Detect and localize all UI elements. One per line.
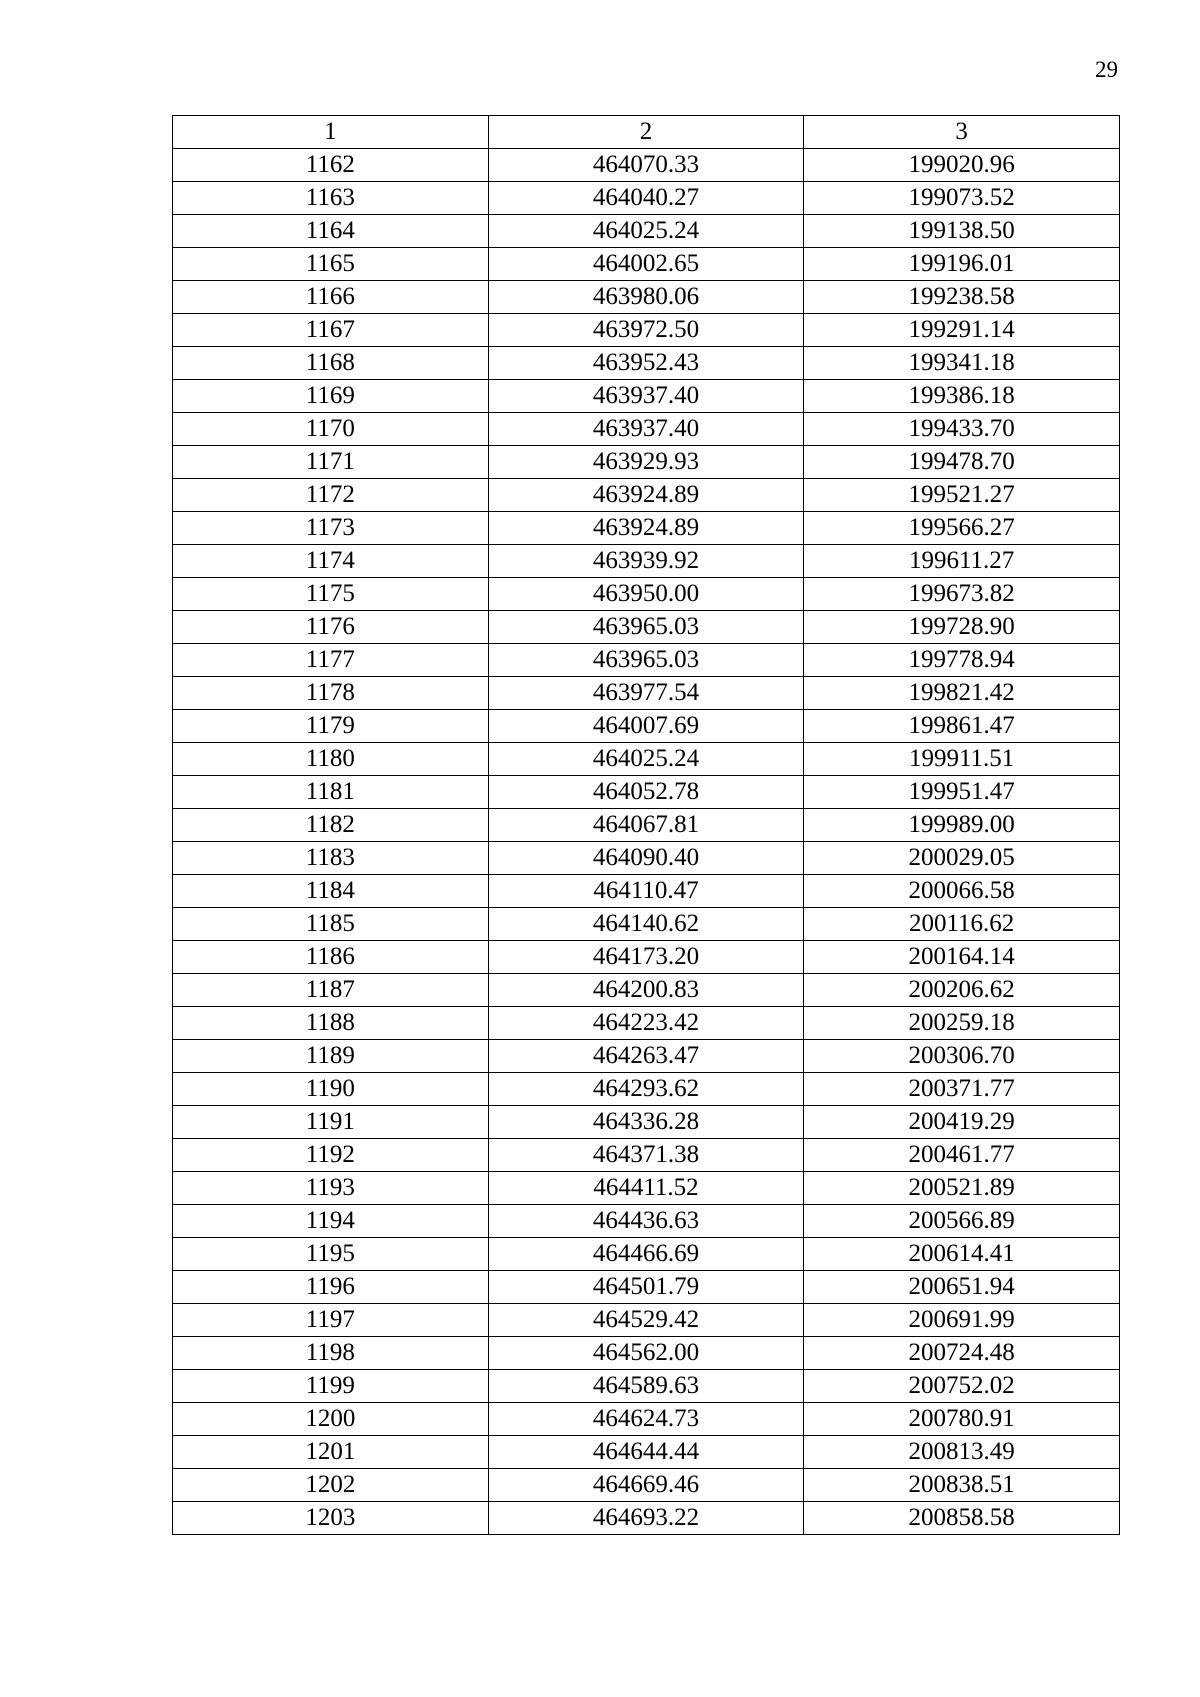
y-coordinate-cell: 199073.52 [804, 182, 1120, 215]
table-row [173, 908, 1120, 941]
point-number-cell: 1201 [173, 1436, 489, 1469]
x-coordinate-cell: 463939.92 [488, 545, 804, 578]
x-coordinate-cell: 464501.79 [488, 1271, 804, 1304]
x-coordinate-cell: 463965.03 [488, 644, 804, 677]
y-coordinate-cell: 199521.27 [804, 479, 1120, 512]
point-number-cell: 1171 [173, 446, 489, 479]
y-coordinate-cell: 200029.05 [804, 842, 1120, 875]
x-coordinate-cell: 464200.83 [488, 974, 804, 1007]
table-row [173, 1007, 1120, 1040]
y-coordinate-cell: 199911.51 [804, 743, 1120, 776]
x-coordinate-cell: 463924.89 [488, 479, 804, 512]
y-coordinate-cell: 200461.77 [804, 1139, 1120, 1172]
table-row [173, 215, 1120, 248]
table-row [173, 842, 1120, 875]
x-coordinate-cell: 464336.28 [488, 1106, 804, 1139]
table-row [173, 1337, 1120, 1370]
y-coordinate-cell: 199020.96 [804, 149, 1120, 182]
column-header-3: 3 [804, 116, 1120, 149]
y-coordinate-cell: 199728.90 [804, 611, 1120, 644]
x-coordinate-cell: 464293.62 [488, 1073, 804, 1106]
y-coordinate-cell: 200858.58 [804, 1502, 1120, 1535]
point-number-cell: 1190 [173, 1073, 489, 1106]
column-header-2: 2 [488, 116, 804, 149]
table-row [173, 578, 1120, 611]
x-coordinate-cell: 463965.03 [488, 611, 804, 644]
y-coordinate-cell: 199478.70 [804, 446, 1120, 479]
point-number-cell: 1185 [173, 908, 489, 941]
table-row [173, 380, 1120, 413]
table-header [173, 116, 1120, 149]
table-row [173, 1469, 1120, 1502]
table-row [173, 512, 1120, 545]
point-number-cell: 1173 [173, 512, 489, 545]
point-number-cell: 1177 [173, 644, 489, 677]
point-number-cell: 1167 [173, 314, 489, 347]
x-coordinate-cell: 464090.40 [488, 842, 804, 875]
point-number-cell: 1168 [173, 347, 489, 380]
table-row [173, 1502, 1120, 1535]
table-row [173, 611, 1120, 644]
table-row [173, 743, 1120, 776]
point-number-cell: 1196 [173, 1271, 489, 1304]
point-number-cell: 1194 [173, 1205, 489, 1238]
point-number-cell: 1195 [173, 1238, 489, 1271]
point-number-cell: 1198 [173, 1337, 489, 1370]
x-coordinate-cell: 464263.47 [488, 1040, 804, 1073]
table-row [173, 644, 1120, 677]
y-coordinate-cell: 199951.47 [804, 776, 1120, 809]
table-row [173, 545, 1120, 578]
point-number-cell: 1192 [173, 1139, 489, 1172]
point-number-cell: 1189 [173, 1040, 489, 1073]
table-row [173, 446, 1120, 479]
y-coordinate-cell: 199138.50 [804, 215, 1120, 248]
table-row [173, 875, 1120, 908]
table-row [173, 1403, 1120, 1436]
table-row [173, 1436, 1120, 1469]
x-coordinate-cell: 464067.81 [488, 809, 804, 842]
x-coordinate-cell: 464052.78 [488, 776, 804, 809]
x-coordinate-cell: 464529.42 [488, 1304, 804, 1337]
table-row [173, 776, 1120, 809]
table-row [173, 1271, 1120, 1304]
x-coordinate-cell: 463929.93 [488, 446, 804, 479]
x-coordinate-cell: 464693.22 [488, 1502, 804, 1535]
y-coordinate-cell: 200116.62 [804, 908, 1120, 941]
x-coordinate-cell: 464140.62 [488, 908, 804, 941]
point-number-cell: 1200 [173, 1403, 489, 1436]
y-coordinate-cell: 200521.89 [804, 1172, 1120, 1205]
x-coordinate-cell: 464007.69 [488, 710, 804, 743]
y-coordinate-cell: 199989.00 [804, 809, 1120, 842]
x-coordinate-cell: 463924.89 [488, 512, 804, 545]
point-number-cell: 1203 [173, 1502, 489, 1535]
point-number-cell: 1174 [173, 545, 489, 578]
y-coordinate-cell: 200780.91 [804, 1403, 1120, 1436]
point-number-cell: 1181 [173, 776, 489, 809]
point-number-cell: 1162 [173, 149, 489, 182]
y-coordinate-cell: 199386.18 [804, 380, 1120, 413]
y-coordinate-cell: 200206.62 [804, 974, 1120, 1007]
point-number-cell: 1188 [173, 1007, 489, 1040]
point-number-cell: 1182 [173, 809, 489, 842]
y-coordinate-cell: 199861.47 [804, 710, 1120, 743]
table-row [173, 677, 1120, 710]
y-coordinate-cell: 200566.89 [804, 1205, 1120, 1238]
point-number-cell: 1184 [173, 875, 489, 908]
x-coordinate-cell: 464624.73 [488, 1403, 804, 1436]
x-coordinate-cell: 464562.00 [488, 1337, 804, 1370]
x-coordinate-cell: 463952.43 [488, 347, 804, 380]
x-coordinate-cell: 464040.27 [488, 182, 804, 215]
table-body [173, 149, 1120, 1535]
point-number-cell: 1199 [173, 1370, 489, 1403]
table-row [173, 248, 1120, 281]
table-row [173, 1205, 1120, 1238]
table-row [173, 1172, 1120, 1205]
x-coordinate-cell: 464371.38 [488, 1139, 804, 1172]
table-row [173, 941, 1120, 974]
table-row [173, 1040, 1120, 1073]
x-coordinate-cell: 463972.50 [488, 314, 804, 347]
table-row [173, 479, 1120, 512]
table-row [173, 1106, 1120, 1139]
y-coordinate-cell: 199341.18 [804, 347, 1120, 380]
point-number-cell: 1180 [173, 743, 489, 776]
table-row [173, 182, 1120, 215]
table-row [173, 149, 1120, 182]
table-row [173, 809, 1120, 842]
point-number-cell: 1179 [173, 710, 489, 743]
table-row [173, 413, 1120, 446]
point-number-cell: 1165 [173, 248, 489, 281]
x-coordinate-cell: 463977.54 [488, 677, 804, 710]
table-row [173, 1238, 1120, 1271]
column-header-1: 1 [173, 116, 489, 149]
y-coordinate-cell: 199673.82 [804, 578, 1120, 611]
x-coordinate-cell: 464589.63 [488, 1370, 804, 1403]
x-coordinate-cell: 464173.20 [488, 941, 804, 974]
x-coordinate-cell: 464025.24 [488, 215, 804, 248]
x-coordinate-cell: 464025.24 [488, 743, 804, 776]
x-coordinate-cell: 464411.52 [488, 1172, 804, 1205]
table-header-row [173, 116, 1120, 149]
table-row [173, 1304, 1120, 1337]
x-coordinate-cell: 464223.42 [488, 1007, 804, 1040]
y-coordinate-cell: 199238.58 [804, 281, 1120, 314]
x-coordinate-cell: 463950.00 [488, 578, 804, 611]
x-coordinate-cell: 464436.63 [488, 1205, 804, 1238]
x-coordinate-cell: 464466.69 [488, 1238, 804, 1271]
page-number: 29 [1095, 57, 1118, 82]
table-row [173, 710, 1120, 743]
y-coordinate-cell: 199433.70 [804, 413, 1120, 446]
point-number-cell: 1176 [173, 611, 489, 644]
y-coordinate-cell: 200259.18 [804, 1007, 1120, 1040]
point-number-cell: 1169 [173, 380, 489, 413]
point-number-cell: 1197 [173, 1304, 489, 1337]
y-coordinate-cell: 199611.27 [804, 545, 1120, 578]
y-coordinate-cell: 200164.14 [804, 941, 1120, 974]
y-coordinate-cell: 199566.27 [804, 512, 1120, 545]
y-coordinate-cell: 200614.41 [804, 1238, 1120, 1271]
y-coordinate-cell: 200066.58 [804, 875, 1120, 908]
point-number-cell: 1186 [173, 941, 489, 974]
table-row [173, 1073, 1120, 1106]
point-number-cell: 1175 [173, 578, 489, 611]
point-number-cell: 1187 [173, 974, 489, 1007]
point-number-cell: 1202 [173, 1469, 489, 1502]
x-coordinate-cell: 463937.40 [488, 413, 804, 446]
point-number-cell: 1164 [173, 215, 489, 248]
point-number-cell: 1170 [173, 413, 489, 446]
y-coordinate-cell: 199196.01 [804, 248, 1120, 281]
x-coordinate-cell: 464110.47 [488, 875, 804, 908]
point-number-cell: 1163 [173, 182, 489, 215]
table-row [173, 314, 1120, 347]
table-row [173, 281, 1120, 314]
y-coordinate-cell: 200651.94 [804, 1271, 1120, 1304]
y-coordinate-cell: 199778.94 [804, 644, 1120, 677]
x-coordinate-cell: 464669.46 [488, 1469, 804, 1502]
y-coordinate-cell: 200371.77 [804, 1073, 1120, 1106]
table-row [173, 1139, 1120, 1172]
point-number-cell: 1178 [173, 677, 489, 710]
point-number-cell: 1191 [173, 1106, 489, 1139]
table-row [173, 974, 1120, 1007]
y-coordinate-cell: 200838.51 [804, 1469, 1120, 1502]
y-coordinate-cell: 200306.70 [804, 1040, 1120, 1073]
point-number-cell: 1166 [173, 281, 489, 314]
y-coordinate-cell: 200691.99 [804, 1304, 1120, 1337]
point-number-cell: 1183 [173, 842, 489, 875]
y-coordinate-cell: 200724.48 [804, 1337, 1120, 1370]
y-coordinate-cell: 200813.49 [804, 1436, 1120, 1469]
table-row [173, 347, 1120, 380]
point-number-cell: 1193 [173, 1172, 489, 1205]
point-number-cell: 1172 [173, 479, 489, 512]
x-coordinate-cell: 463937.40 [488, 380, 804, 413]
table-row [173, 1370, 1120, 1403]
x-coordinate-cell: 463980.06 [488, 281, 804, 314]
x-coordinate-cell: 464644.44 [488, 1436, 804, 1469]
x-coordinate-cell: 464070.33 [488, 149, 804, 182]
y-coordinate-cell: 200419.29 [804, 1106, 1120, 1139]
coordinates-table [172, 115, 1120, 1535]
y-coordinate-cell: 199291.14 [804, 314, 1120, 347]
y-coordinate-cell: 199821.42 [804, 677, 1120, 710]
x-coordinate-cell: 464002.65 [488, 248, 804, 281]
y-coordinate-cell: 200752.02 [804, 1370, 1120, 1403]
